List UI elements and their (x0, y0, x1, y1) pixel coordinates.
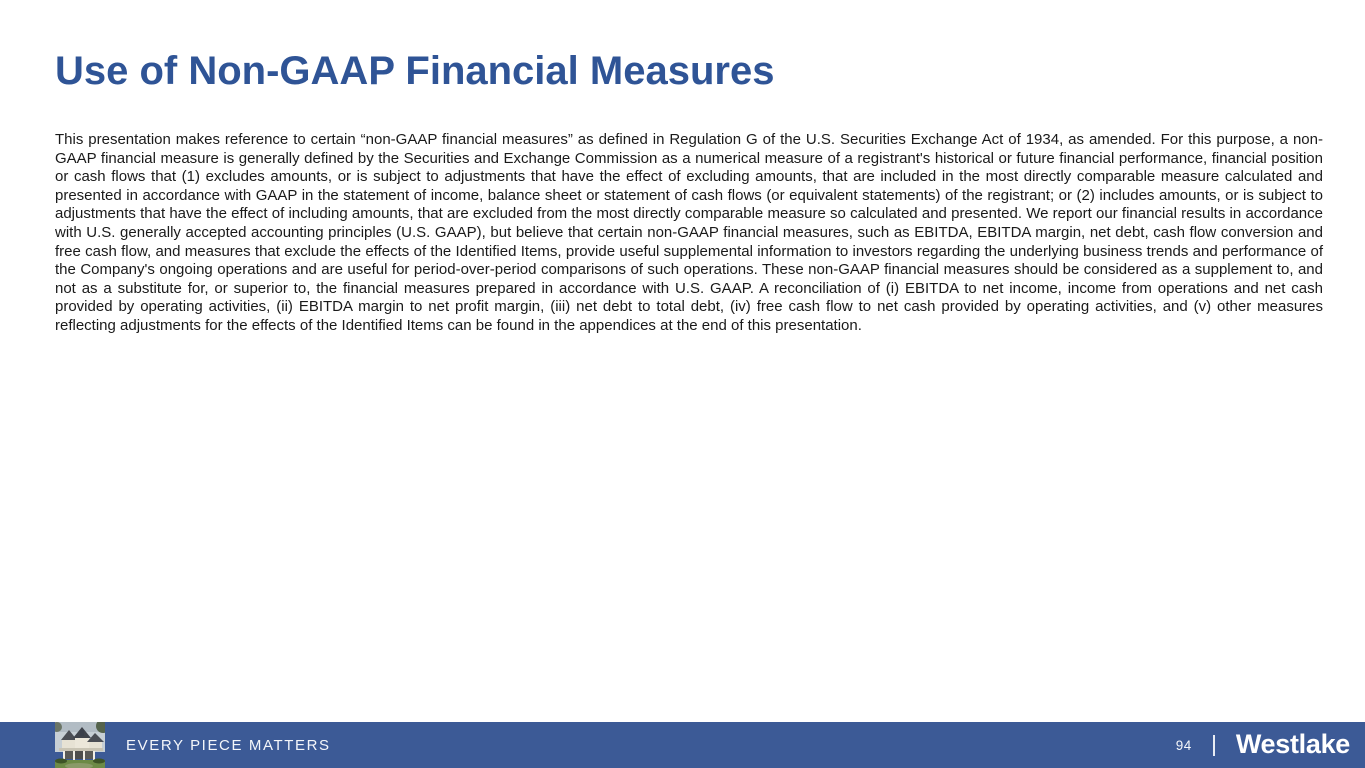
body-paragraph: This presentation makes reference to certain “non-GAAP financial measures” as defined in Regulation G of the U.S. Securities Exchange Act of 1934, as amended. For this purpose, a non-GAAP financial measure is generally defined by the Securities and Exchange Commission as a numerical measure of a registrant's historical or future financial performance, financial position or cash flows that (1) excludes amounts, or is subject to adjustments that have the effect of excluding amounts, that are included in the most directly comparable measure calculated and presented in accordance with GAAP in the statement of income, balance sheet or statement of cash flows (or equivalent statements) of the registrant; or (2) includes amounts, or is subject to adjustments that have the effect of including amounts, that are excluded from the most directly comparable measure so calculated and presented. We report our financial results in accordance with U.S. generally accepted accounting principles (U.S. GAAP), but believe that certain non-GAAP financial measures, such as EBITDA, EBITDA margin, net debt, cash flow conversion and free cash flow, and measures that exclude the effects of the Identified Items, provide useful supplemental information to investors regarding the underlying business trends and performance of the Company's ongoing operations and are useful for period-over-period comparisons of such operations. These non-GAAP financial measures should be considered as a supplement to, and not as a substitute for, or superior to, the financial measures prepared in accordance with U.S. GAAP. A reconciliation of (i) EBITDA to net income, income from operations and net cash provided by operating activities, (ii) EBITDA margin to net profit margin, (iii) net debt to total debt, (iv) free cash flow to net cash provided by operating activities, and (v) other measures reflecting adjustments for the effects of the Identified Items can be found in the appendices at the end of this presentation. (55, 131, 1323, 334)
page-number: 94 (1175, 737, 1192, 753)
westlake-logo: Westlake (1235, 728, 1350, 759)
footer-bar (0, 722, 1365, 768)
footer-divider (1213, 735, 1215, 756)
house-photo-illustration (55, 722, 105, 768)
house-photo (55, 722, 105, 768)
slide-title: Use of Non-GAAP Financial Measures (55, 49, 775, 93)
footer-right-group (1176, 722, 1350, 768)
footer-tagline: EVERY PIECE MATTERS (126, 736, 331, 754)
